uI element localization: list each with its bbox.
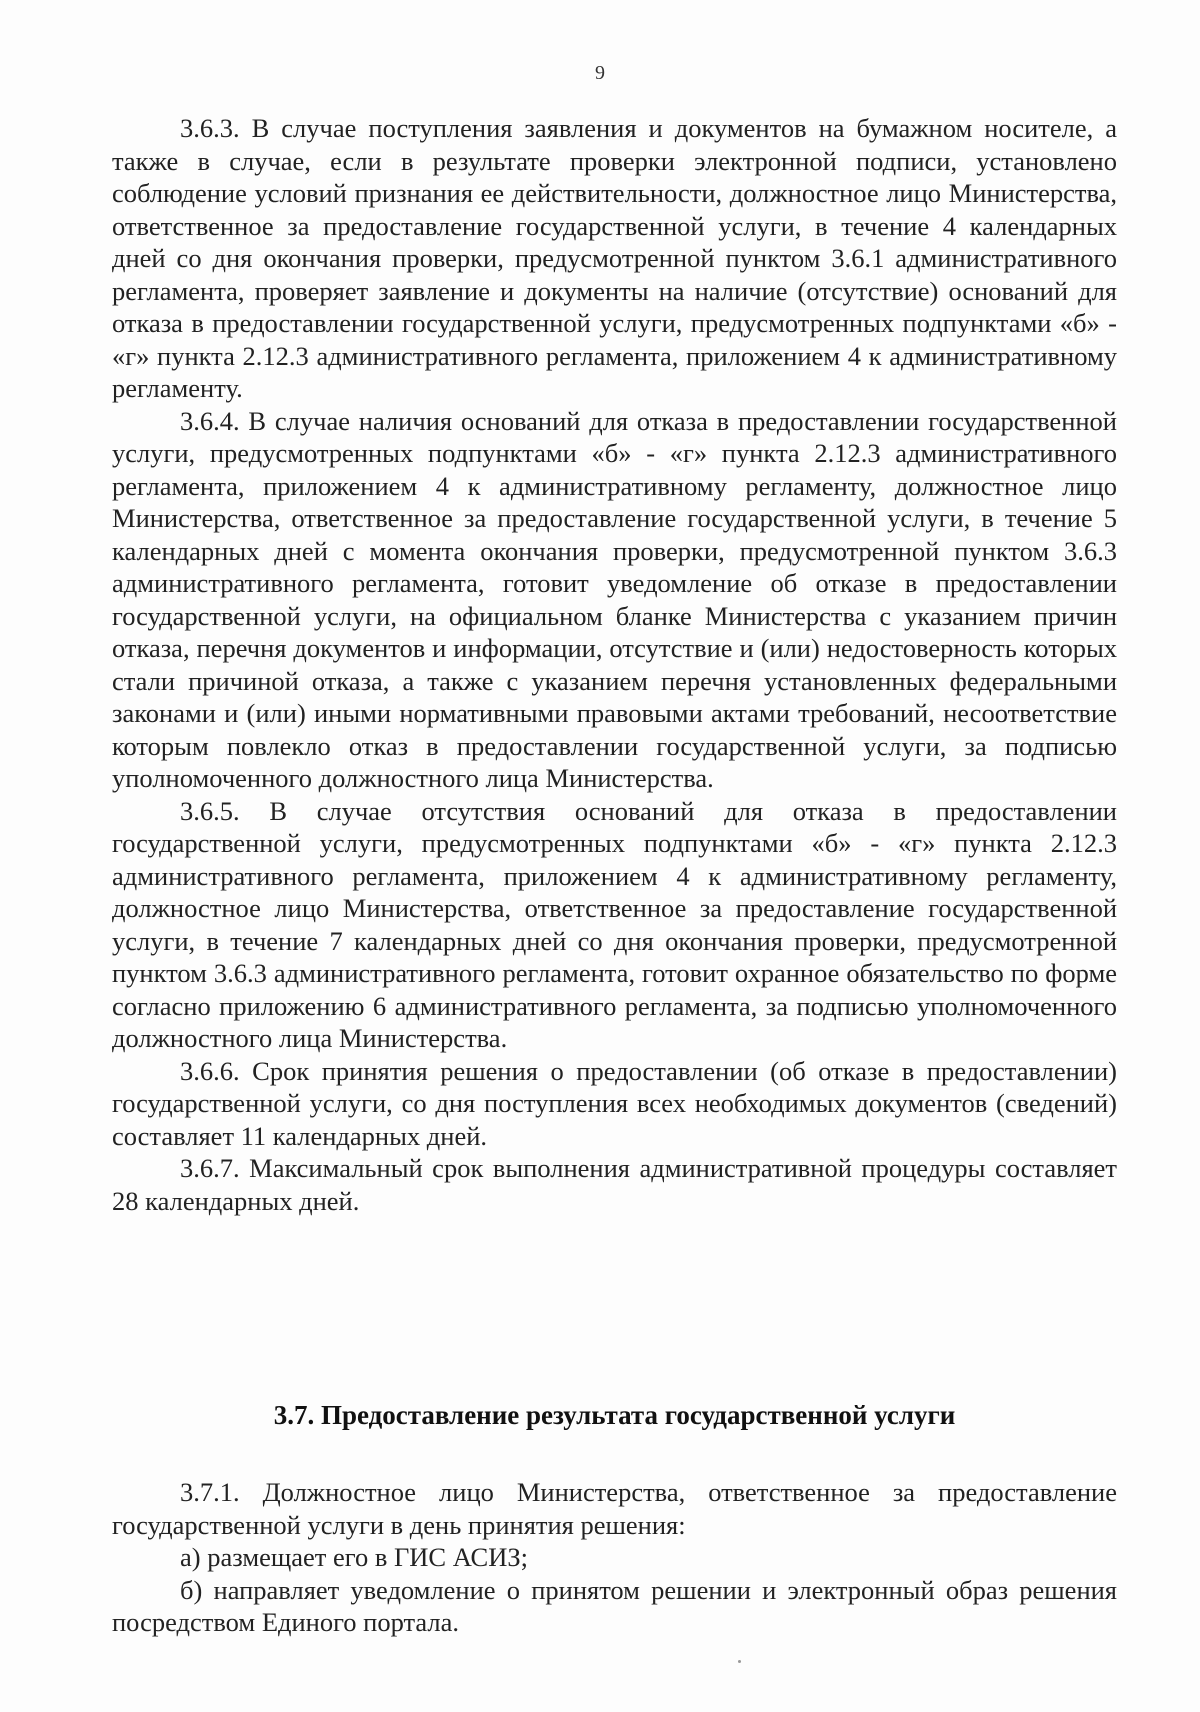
paragraph-3-6-6: 3.6.6. Срок принятия решения о предоставлении (об отказе в предоставлении) государственной услуги, со дня поступления всех необходимых документов (сведений) составляет 11 календарных дней. xyxy=(112,1055,1117,1151)
paragraph-3-6-5: 3.6.5. В случае отсутствия оснований для отказа в предоставлении государственной услуги, предусмотренных подпунктами «б» - «г» пункта 2.12.3 административного регламента, приложением 4 к административному регламенту, должностное лицо Министерства, ответственное за предоставление государственной услуги, в течение 7 календарных дней со дня окончания проверки, предусмотренной пунктом 3.6.3 административного регламента, готовит охранное обязательство по форме согласно приложению 6 административного регламента, за подписью уполномоченного должностного лица Министерства. xyxy=(112,795,1117,1053)
paragraph-3-7-1: 3.7.1. Должностное лицо Министерства, ответственное за предоставление государственной услуги в день принятия решения: xyxy=(112,1477,1117,1540)
page-number: 9 xyxy=(595,62,605,84)
list-item-a: а) размещает его в ГИС АСИЗ; xyxy=(180,1542,528,1572)
paragraph-3-6-7: 3.6.7. Максимальный срок выполнения административной процедуры составляет 28 календарных дней. xyxy=(112,1153,1117,1216)
paragraph-3-6-4: 3.6.4. В случае наличия оснований для отказа в предоставлении государственной услуги, предусмотренных подпунктами «б» - «г» пункта 2.12.3 административного регламента, приложением 4 к административному регламенту, должностное лицо Министерства, ответственное за предоставление государственной услуги, в течение 5 календарных дней с момента окончания проверки, предусмотренной пунктом 3.6.3 административного регламента, готовит уведомление об отказе в предоставлении государственной услуги, на официальном бланке Министерства с указанием причин отказа, перечня документов и информации, отсутствие и (или) недостоверность которых стали причиной отказа, а также с указанием перечня установленных федеральными законами и (или) иными нормативными правовыми актами требований, несоответствие которым повлекло отказ в предоставлении государственной услуги, за подписью уполномоченного должностного лица Министерства. xyxy=(112,405,1117,793)
section-3-7-text xyxy=(112,1476,1117,1639)
scan-speck xyxy=(738,1660,741,1663)
section-3-6-text xyxy=(112,112,1117,1217)
paragraph-3-6-3: 3.6.3. В случае поступления заявления и документов на бумажном носителе, а также в случае, если в результате проверки электронной подписи, установлено соблюдение условий признания ее действительности, должностное лицо Министерства, ответственное за предоставление государственной услуги, в течение 4 календарных дней со дня окончания проверки, предусмотренной пунктом 3.6.1 административного регламента, проверяет заявление и документы на наличие (отсутствие) оснований для отказа в предоставлении государственной услуги, предусмотренных подпунктами «б» - «г» пункта 2.12.3 административного регламента, приложением 4 к административному регламенту. xyxy=(112,113,1117,403)
section-heading-3-7: 3.7. Предоставление результата государственной услуги xyxy=(273,1400,956,1430)
list-item-b: б) направляет уведомление о принятом решении и электронный образ решения посредством Единого портала. xyxy=(112,1574,1117,1637)
